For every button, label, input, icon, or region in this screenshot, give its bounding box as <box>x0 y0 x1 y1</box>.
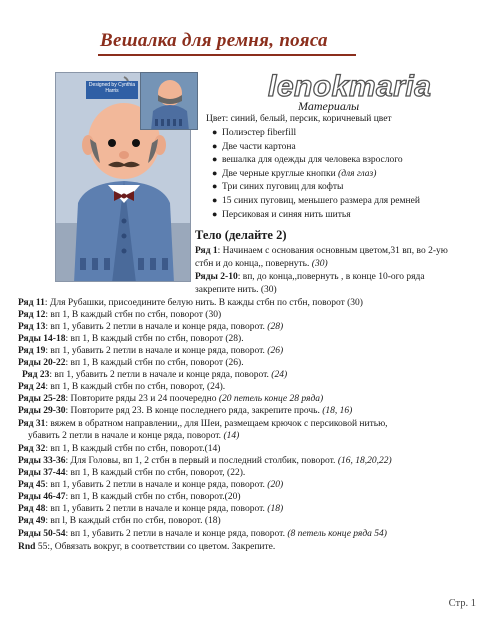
list-item: ● Полиэстер fiberfill <box>212 127 297 138</box>
page-number: Стр. 1 <box>448 598 476 609</box>
instruction-row: Ряд 32: вп 1, В каждый стбн по стбн, поворот.(14) <box>18 444 221 454</box>
instruction-row: Ряд 31: вяжем в обратном направлении,, для Шеи, размещаем крючок с персиковой нитью, <box>18 419 388 429</box>
brand-watermark: lenokmaria <box>268 70 432 103</box>
bullet-icon: ● <box>212 154 218 165</box>
instruction-row: Ряд 19: вп 1, убавить 2 петли в начале и конце ряда, поворот. (26) <box>18 346 284 356</box>
list-item: ● 15 синих пуговиц, меньшего размера для ремней <box>212 194 420 206</box>
instruction-row: Ряд 24: вп 1, В каждый стбн по стбн, поворот, (24). <box>18 382 226 392</box>
instruction-row: Ряд 48: вп 1, убавить 2 петли в начале и конце ряда, поворот. (18) <box>18 504 284 514</box>
instruction-row: Ряды 29-30: Повторите ряд 23. В конце последнего ряда, закрепите прочь. (18, 16) <box>18 406 353 416</box>
instruction-row: закрепите нить. (30) <box>195 285 277 295</box>
instruction-row: Ряд 49: вп l, В каждый стбн по стбн, поворот. (18) <box>18 516 221 526</box>
bullet-icon: ● <box>212 167 218 178</box>
instruction-row: Ряды 20-22: вп 1, В каждый стбн по стбн, поворот (26). <box>18 358 244 368</box>
instruction-row: Ряды 25-28: Повторите ряды 23 и 24 поочередно (20 петель конце 28 ряда) <box>18 394 324 404</box>
instruction-row: Ряды 14-18: вп 1, В каждый стбн по стбн, поворот (28). <box>18 334 244 344</box>
page-title: Вешалка для ремня, пояса <box>100 30 328 51</box>
list-item: ● Персиковая и синяя нить шитья <box>212 208 351 220</box>
list-item: ● вешалка для одежды для человека взрослого <box>212 154 403 166</box>
title-underline <box>98 54 356 56</box>
bullet-icon: ● <box>212 208 218 219</box>
section-heading: Тело (делайте 2) <box>195 228 287 242</box>
instruction-row: стбн и до конца,, повернуть. (30) <box>195 259 328 269</box>
instruction-row: Ряд 23: вп 1, убавить 2 петли в начале и конце ряда, поворот. (24) <box>22 370 288 380</box>
instruction-row: Ряды 2-10: вп, до конца,,повернуть , в конце 10-ого ряда <box>195 272 425 282</box>
materials-colors: Цвет: синий, белый, персик, коричневый цвет <box>206 114 392 124</box>
list-item: ● Две черные круглые кнопки (для глаз) <box>212 167 377 179</box>
bullet-icon: ● <box>212 127 218 137</box>
materials-list <box>212 126 420 221</box>
instruction-row: Ряд 45: вп 1, убавить 2 петли в начале и конце ряда, поворот. (20) <box>18 480 284 490</box>
instruction-row: убавить 2 петли в начале и конце ряда, поворот. (14) <box>28 431 240 441</box>
instruction-row: Ряд 13: вп 1, убавить 2 петли в начале и конце ряда, поворот. (28) <box>18 322 284 332</box>
bullet-icon: ● <box>212 181 218 192</box>
back-view-thumbnail <box>140 72 198 130</box>
bullet-icon: ● <box>212 194 218 205</box>
instruction-row: Ряды 50-54: вп 1, убавить 2 петли в начале и конце ряда, поворот. (8 петель конце ряда 54) <box>18 529 387 539</box>
bullet-icon: ● <box>212 140 218 151</box>
list-item: ● Две части картона <box>212 140 296 152</box>
instruction-row: Ряд 1: Начинаем с основания основным цветом,31 вп, во 2-ую <box>195 246 448 256</box>
designer-label: Designed by Cynthia Harris <box>86 81 138 99</box>
instruction-row: Ряд 12: вп 1, В каждый стбн по стбн, поворот (30) <box>18 310 222 320</box>
instruction-row: Ряды 46-47: вп 1, В каждый стбн по стбн, поворот.(20) <box>18 492 241 502</box>
instruction-row: Ряды 33-36: Для Головы, вп 1, 2 стбн в первый и последний столбик, поворот. (16, 18,20,22) <box>18 456 392 466</box>
instruction-row: Ряды 37-44: вп 1, В каждый стбн по стбн, поворот, (22). <box>18 468 246 478</box>
back-view-illustration <box>141 73 198 130</box>
materials-heading: Материалы <box>298 99 360 113</box>
instruction-row: Ряд 11: Для Рубашки, присоедините белую нить. В кажды стбн по стбн, поворот (30) <box>18 298 363 308</box>
instruction-row: Rnd 55:, Обвязать вокруг, в соответствии со цветом. Закрепите. <box>18 542 276 552</box>
list-item: ● Три синих пуговиц для кофты <box>212 181 344 193</box>
